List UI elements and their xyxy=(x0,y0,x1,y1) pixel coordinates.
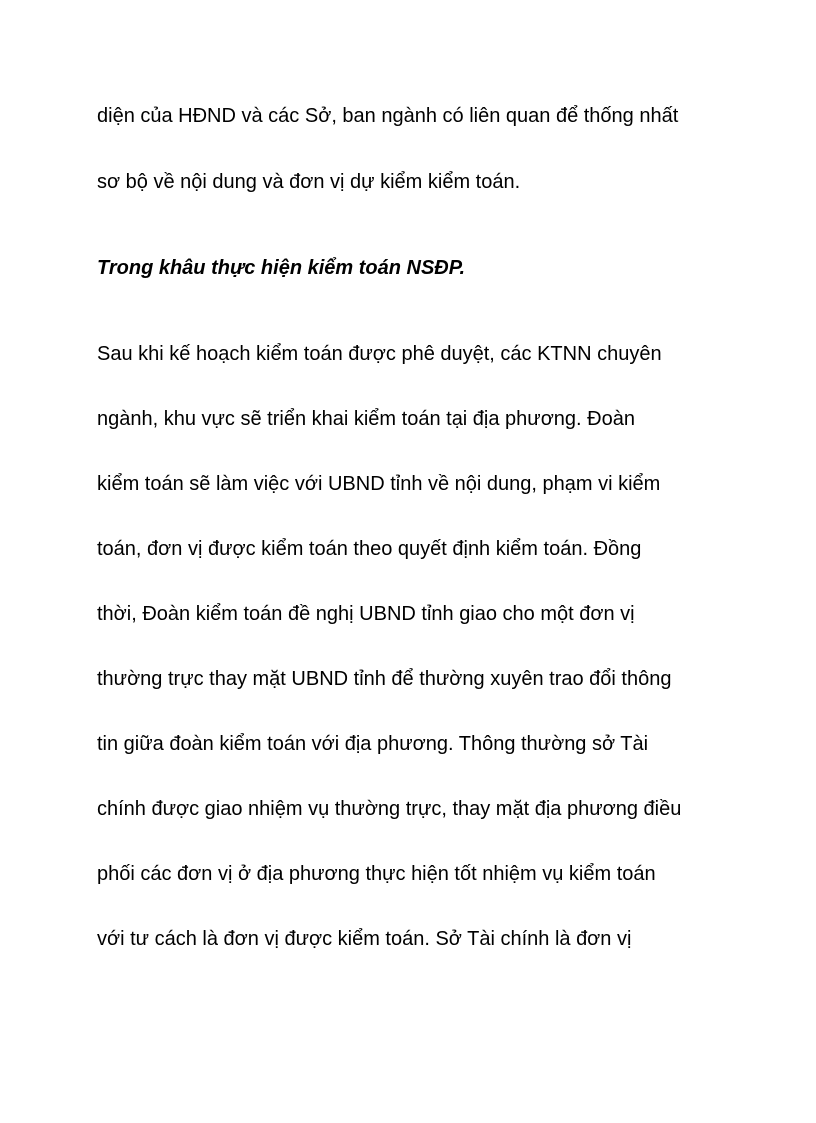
paragraph-2-line-2: ngành, khu vực sẽ triển khai kiểm toán tại địa phương. Đoàn xyxy=(97,408,635,430)
paragraph-2-line-10: với tư cách là đơn vị được kiểm toán. Sở Tài chính là đơn vị xyxy=(97,928,632,950)
paragraph-2-line-3: kiểm toán sẽ làm việc với UBND tỉnh về nội dung, phạm vi kiểm xyxy=(97,473,661,495)
paragraph-1-line-2: sơ bộ về nội dung và đơn vị dự kiểm kiểm toán. xyxy=(97,171,521,193)
paragraph-2-line-8: chính được giao nhiệm vụ thường trực, thay mặt địa phương điều xyxy=(97,798,682,820)
section-heading: Trong khâu thực hiện kiểm toán NSĐP. xyxy=(97,257,466,279)
paragraph-1-line-1: diện của HĐND và các Sở, ban ngành có liên quan để thống nhất xyxy=(97,105,679,127)
paragraph-2-line-1: Sau khi kế hoạch kiểm toán được phê duyệt, các KTNN chuyên xyxy=(97,343,662,365)
paragraph-2-line-6: thường trực thay mặt UBND tỉnh để thường xuyên trao đổi thông xyxy=(97,668,672,690)
paragraph-2-line-9: phối các đơn vị ở địa phương thực hiện tốt nhiệm vụ kiểm toán xyxy=(97,863,656,885)
paragraph-2-line-7: tin giữa đoàn kiểm toán với địa phương. Thông thường sở Tài xyxy=(97,733,649,755)
paragraph-2-line-5: thời, Đoàn kiểm toán đề nghị UBND tỉnh giao cho một đơn vị xyxy=(97,603,635,625)
paragraph-2-line-4: toán, đơn vị được kiểm toán theo quyết định kiểm toán. Đồng xyxy=(97,538,642,560)
